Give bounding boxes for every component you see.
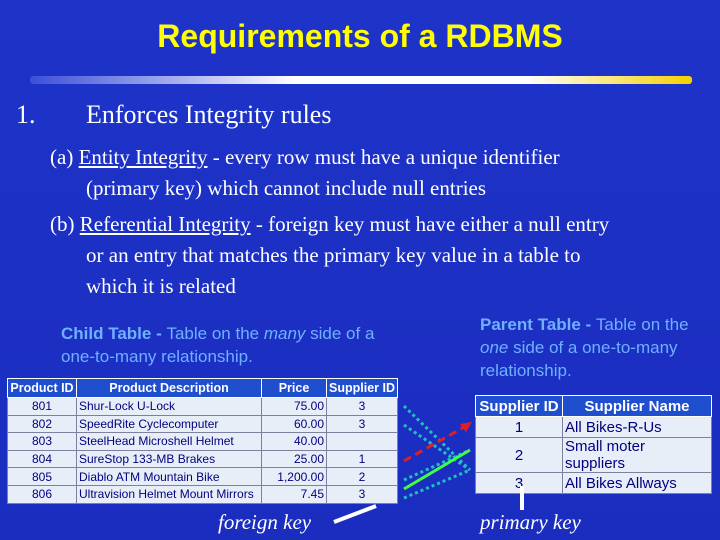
- cell: 1: [327, 450, 398, 468]
- cell: 1: [476, 417, 563, 438]
- title-divider: [30, 76, 692, 84]
- item-heading: Enforces Integrity rules: [86, 100, 332, 129]
- table-row: [8, 433, 398, 451]
- cell: 3: [327, 415, 398, 433]
- column-header: Price: [262, 379, 327, 398]
- rule-prefix: (b): [50, 212, 80, 236]
- cell: 801: [8, 398, 77, 416]
- parent-table-caption: [480, 313, 710, 382]
- table-row: [476, 473, 712, 494]
- rule-referential-integrity: [50, 209, 710, 302]
- table-header-row: [476, 396, 712, 417]
- caption-text: Table on the: [166, 324, 264, 343]
- red-dashed-arrow: [404, 426, 466, 461]
- cell: 1,200.00: [262, 468, 327, 486]
- cell: SpeedRite Cyclecomputer: [77, 415, 262, 433]
- cell: SureStop 133-MB Brakes: [77, 450, 262, 468]
- cell: 40.00: [262, 433, 327, 451]
- cell: Small moter suppliers: [563, 438, 712, 473]
- cell: SteelHead Microshell Helmet: [77, 433, 262, 451]
- connector-line: [404, 450, 470, 480]
- table-row: [8, 468, 398, 486]
- cell: 802: [8, 415, 77, 433]
- cell: Diablo ATM Mountain Bike: [77, 468, 262, 486]
- caption-bold: Child Table -: [61, 324, 167, 343]
- child-table: [7, 378, 398, 504]
- foreign-key-pointer: [334, 506, 376, 522]
- rule-text: - foreign key must have either a null entry: [250, 212, 610, 236]
- table-row: [476, 417, 712, 438]
- cell: 60.00: [262, 415, 327, 433]
- column-header: Product ID: [8, 379, 77, 398]
- cell: 7.45: [262, 485, 327, 503]
- green-link-line: [404, 450, 470, 489]
- rule-prefix: (a): [50, 145, 79, 169]
- table-row: [8, 450, 398, 468]
- caption-text: Table on the: [595, 315, 689, 334]
- item-number: 1.: [16, 100, 36, 129]
- column-header: Supplier ID: [476, 396, 563, 417]
- cell: 805: [8, 468, 77, 486]
- cell: 3: [327, 398, 398, 416]
- cell: 803: [8, 433, 77, 451]
- rule-text-line2: (primary key) which cannot include null entries: [86, 176, 487, 200]
- cell: 3: [327, 485, 398, 503]
- caption-text-end: side of a one-to-many relationship.: [480, 338, 678, 380]
- table-header-row: [8, 379, 398, 398]
- cell: 2: [327, 468, 398, 486]
- cell: 25.00: [262, 450, 327, 468]
- connector-line: [404, 470, 470, 498]
- caption-bold: Parent Table -: [480, 315, 596, 334]
- column-header: Product Description: [77, 379, 262, 398]
- rule-entity-integrity: [50, 142, 710, 204]
- column-header: Supplier ID: [327, 379, 398, 398]
- caption-text-end: side of a one-to-many relationship.: [61, 324, 375, 366]
- table-row: [8, 398, 398, 416]
- table-row: [476, 438, 712, 473]
- cell: 3: [476, 473, 563, 494]
- child-table-caption: [61, 322, 391, 368]
- caption-italic: one: [480, 338, 509, 357]
- cell: Ultravision Helmet Mount Mirrors: [77, 485, 262, 503]
- cell: Shur-Lock U-Lock: [77, 398, 262, 416]
- cell: All Bikes-R-Us: [563, 417, 712, 438]
- arrowhead-icon: [460, 422, 472, 432]
- caption-italic: many: [263, 324, 306, 343]
- parent-table: [475, 395, 712, 494]
- connector-line: [404, 425, 470, 470]
- cell: 75.00: [262, 398, 327, 416]
- rule-text: - every row must have a unique identifier: [207, 145, 560, 169]
- rule-term: Entity Integrity: [78, 145, 208, 169]
- cell: All Bikes Allways: [563, 473, 712, 494]
- table-row: [8, 415, 398, 433]
- rule-text-line3: which it is related: [86, 274, 236, 298]
- cell: [327, 433, 398, 451]
- connector-line: [404, 406, 470, 470]
- slide-title: Requirements of a RDBMS: [157, 18, 563, 54]
- primary-key-label: primary key: [480, 510, 581, 534]
- column-header: Supplier Name: [563, 396, 712, 417]
- table-row: [8, 485, 398, 503]
- cell: 804: [8, 450, 77, 468]
- foreign-key-label: foreign key: [218, 510, 312, 534]
- cell: 2: [476, 438, 563, 473]
- rule-term: Referential Integrity: [79, 212, 251, 236]
- cell: 806: [8, 485, 77, 503]
- rule-text-line2: or an entry that matches the primary key value in a table to: [86, 243, 581, 267]
